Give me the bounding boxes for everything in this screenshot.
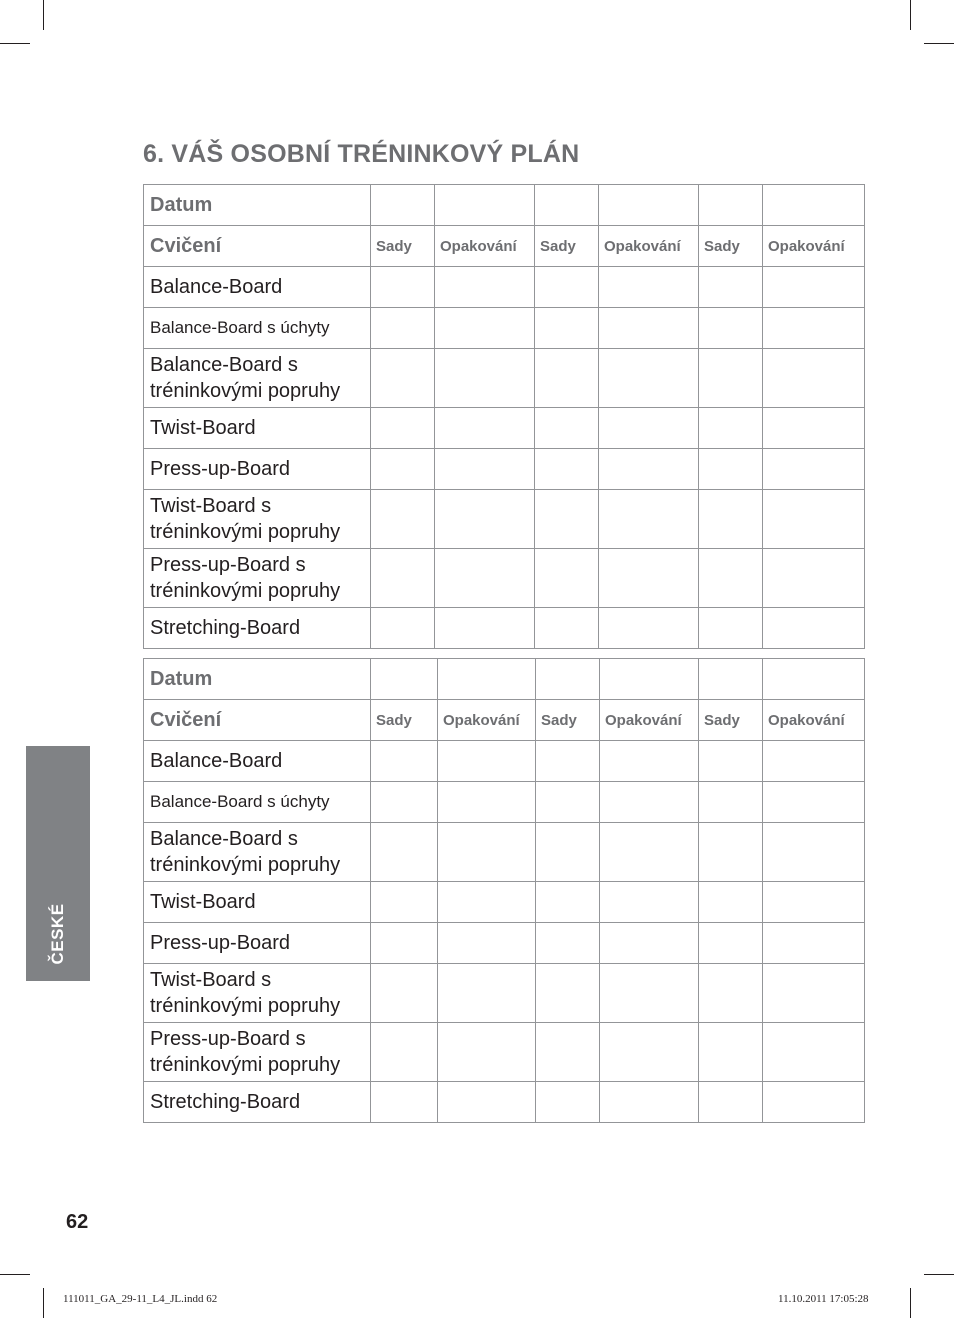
entry-cell[interactable] xyxy=(371,964,438,1023)
entry-cell[interactable] xyxy=(438,782,536,823)
entry-cell[interactable] xyxy=(763,308,865,349)
exercise-row xyxy=(144,549,865,608)
entry-cell[interactable] xyxy=(763,923,865,964)
entry-cell[interactable] xyxy=(599,308,699,349)
reps-header: Opakování xyxy=(763,226,865,267)
entry-cell[interactable] xyxy=(438,964,536,1023)
exercise-name: Balance-Board s tréninkovými popruhy xyxy=(144,823,371,882)
entry-cell[interactable] xyxy=(763,349,865,408)
exercise-name: Twist-Board xyxy=(144,408,371,449)
exercise-row xyxy=(144,882,865,923)
entry-cell[interactable] xyxy=(435,408,535,449)
entry-cell[interactable] xyxy=(699,308,763,349)
entry-cell[interactable] xyxy=(536,923,600,964)
date-cell[interactable] xyxy=(535,185,599,226)
entry-cell[interactable] xyxy=(371,449,435,490)
exercise-row xyxy=(144,923,865,964)
exercise-name: Press-up-Board xyxy=(144,923,371,964)
crop-mark xyxy=(0,1274,30,1275)
entry-cell[interactable] xyxy=(699,349,763,408)
entry-cell[interactable] xyxy=(763,549,865,608)
exercise-name: Balance-Board xyxy=(144,741,371,782)
entry-cell[interactable] xyxy=(535,408,599,449)
sets-header: Sady xyxy=(371,226,435,267)
crop-mark xyxy=(43,1288,44,1318)
entry-cell[interactable] xyxy=(438,882,536,923)
entry-cell[interactable] xyxy=(763,1023,865,1082)
entry-cell[interactable] xyxy=(435,267,535,308)
entry-cell[interactable] xyxy=(763,490,865,549)
date-row xyxy=(144,659,865,700)
entry-cell[interactable] xyxy=(600,823,699,882)
entry-cell[interactable] xyxy=(763,823,865,882)
exercise-row xyxy=(144,608,865,649)
entry-cell[interactable] xyxy=(371,882,438,923)
exercise-row xyxy=(144,349,865,408)
entry-cell[interactable] xyxy=(763,408,865,449)
entry-cell[interactable] xyxy=(599,267,699,308)
reps-header: Opakování xyxy=(763,700,865,741)
date-cell[interactable] xyxy=(600,659,699,700)
crop-mark xyxy=(0,43,30,44)
date-cell[interactable] xyxy=(599,185,699,226)
exercise-row xyxy=(144,741,865,782)
exercise-row xyxy=(144,782,865,823)
exercise-row xyxy=(144,823,865,882)
date-cell[interactable] xyxy=(438,659,536,700)
entry-cell[interactable] xyxy=(699,923,763,964)
crop-mark xyxy=(924,43,954,44)
entry-cell[interactable] xyxy=(435,549,535,608)
entry-cell[interactable] xyxy=(535,308,599,349)
crop-mark xyxy=(910,1288,911,1318)
entry-cell[interactable] xyxy=(699,782,763,823)
entry-cell[interactable] xyxy=(763,882,865,923)
reps-header: Opakování xyxy=(599,226,699,267)
entry-cell[interactable] xyxy=(763,449,865,490)
entry-cell[interactable] xyxy=(599,608,699,649)
entry-cell[interactable] xyxy=(763,267,865,308)
entry-cell[interactable] xyxy=(763,1082,865,1123)
entry-cell[interactable] xyxy=(371,267,435,308)
exercise-row xyxy=(144,449,865,490)
entry-cell[interactable] xyxy=(699,549,763,608)
date-cell[interactable] xyxy=(699,659,763,700)
page-title: 6. VÁŠ OSOBNÍ TRÉNINKOVÝ PLÁN xyxy=(143,140,580,168)
entry-cell[interactable] xyxy=(435,608,535,649)
sets-header: Sady xyxy=(371,700,438,741)
entry-cell[interactable] xyxy=(371,823,438,882)
entry-cell[interactable] xyxy=(536,1082,600,1123)
page-number: 62 xyxy=(66,1211,89,1233)
entry-cell[interactable] xyxy=(536,741,600,782)
entry-cell[interactable] xyxy=(435,449,535,490)
crop-mark xyxy=(910,0,911,30)
date-cell[interactable] xyxy=(763,185,865,226)
entry-cell[interactable] xyxy=(536,882,600,923)
entry-cell[interactable] xyxy=(371,923,438,964)
crop-mark xyxy=(924,1274,954,1275)
entry-cell[interactable] xyxy=(371,490,435,549)
exercise-row xyxy=(144,1082,865,1123)
exercise-name: Twist-Board xyxy=(144,882,371,923)
exercise-name: Balance-Board s úchyty xyxy=(144,308,371,349)
exercise-name: Balance-Board s úchyty xyxy=(144,782,371,823)
training-plan-table xyxy=(143,184,865,649)
exercise-row xyxy=(144,964,865,1023)
sets-header: Sady xyxy=(699,226,763,267)
reps-header: Opakování xyxy=(435,226,535,267)
entry-cell[interactable] xyxy=(600,1082,699,1123)
entry-cell[interactable] xyxy=(599,490,699,549)
entry-cell[interactable] xyxy=(600,741,699,782)
entry-cell[interactable] xyxy=(699,823,763,882)
date-cell[interactable] xyxy=(699,185,763,226)
exercise-name: Press-up-Board xyxy=(144,449,371,490)
entry-cell[interactable] xyxy=(371,782,438,823)
entry-cell[interactable] xyxy=(599,349,699,408)
exercise-name: Press-up-Board s tréninkovými popruhy xyxy=(144,549,371,608)
entry-cell[interactable] xyxy=(435,349,535,408)
entry-cell[interactable] xyxy=(371,608,435,649)
language-tab-label: ČESKÉ xyxy=(48,903,67,965)
entry-cell[interactable] xyxy=(371,549,435,608)
entry-cell[interactable] xyxy=(600,923,699,964)
entry-cell[interactable] xyxy=(600,1023,699,1082)
exercise-name: Twist-Board s tréninkovými popruhy xyxy=(144,964,371,1023)
entry-cell[interactable] xyxy=(599,408,699,449)
sets-header: Sady xyxy=(699,700,763,741)
date-cell[interactable] xyxy=(371,185,435,226)
entry-cell[interactable] xyxy=(438,741,536,782)
crop-mark xyxy=(43,0,44,30)
entry-cell[interactable] xyxy=(699,267,763,308)
entry-cell[interactable] xyxy=(699,490,763,549)
exercise-header-row xyxy=(144,700,865,741)
exercise-name: Press-up-Board s tréninkovými popruhy xyxy=(144,1023,371,1082)
exercise-name: Stretching-Board xyxy=(144,1082,371,1123)
exercise-name: Stretching-Board xyxy=(144,608,371,649)
entry-cell[interactable] xyxy=(699,449,763,490)
entry-cell[interactable] xyxy=(438,823,536,882)
date-header: Datum xyxy=(144,659,371,700)
entry-cell[interactable] xyxy=(599,449,699,490)
entry-cell[interactable] xyxy=(535,490,599,549)
exercise-name: Balance-Board xyxy=(144,267,371,308)
entry-cell[interactable] xyxy=(536,964,600,1023)
entry-cell[interactable] xyxy=(763,964,865,1023)
sets-header: Sady xyxy=(535,226,599,267)
entry-cell[interactable] xyxy=(535,449,599,490)
exercise-row xyxy=(144,308,865,349)
sets-header: Sady xyxy=(536,700,600,741)
entry-cell[interactable] xyxy=(371,308,435,349)
date-cell[interactable] xyxy=(371,659,438,700)
entry-cell[interactable] xyxy=(536,782,600,823)
print-slug-right: 11.10.2011 17:05:28 xyxy=(778,1293,869,1305)
entry-cell[interactable] xyxy=(536,1023,600,1082)
entry-cell[interactable] xyxy=(435,308,535,349)
entry-cell[interactable] xyxy=(371,408,435,449)
exercise-row xyxy=(144,408,865,449)
date-cell[interactable] xyxy=(435,185,535,226)
entry-cell[interactable] xyxy=(699,741,763,782)
exercise-header: Cvičení xyxy=(144,700,371,741)
print-slug-left: 111011_GA_29-11_L4_JL.indd 62 xyxy=(63,1293,218,1305)
exercise-row xyxy=(144,490,865,549)
exercise-row xyxy=(144,1023,865,1082)
entry-cell[interactable] xyxy=(535,549,599,608)
entry-cell[interactable] xyxy=(699,408,763,449)
entry-cell[interactable] xyxy=(371,349,435,408)
entry-cell[interactable] xyxy=(371,1082,438,1123)
entry-cell[interactable] xyxy=(599,549,699,608)
reps-header: Opakování xyxy=(438,700,536,741)
entry-cell[interactable] xyxy=(438,1023,536,1082)
entry-cell[interactable] xyxy=(535,349,599,408)
entry-cell[interactable] xyxy=(535,267,599,308)
reps-header: Opakování xyxy=(600,700,699,741)
entry-cell[interactable] xyxy=(438,923,536,964)
entry-cell[interactable] xyxy=(600,964,699,1023)
entry-cell[interactable] xyxy=(600,882,699,923)
entry-cell[interactable] xyxy=(371,741,438,782)
date-cell[interactable] xyxy=(536,659,600,700)
entry-cell[interactable] xyxy=(438,1082,536,1123)
date-cell[interactable] xyxy=(763,659,865,700)
date-header: Datum xyxy=(144,185,371,226)
entry-cell[interactable] xyxy=(536,823,600,882)
date-row xyxy=(144,185,865,226)
entry-cell[interactable] xyxy=(763,782,865,823)
entry-cell[interactable] xyxy=(535,608,599,649)
entry-cell[interactable] xyxy=(699,608,763,649)
exercise-name: Twist-Board s tréninkovými popruhy xyxy=(144,490,371,549)
entry-cell[interactable] xyxy=(699,882,763,923)
entry-cell[interactable] xyxy=(763,741,865,782)
entry-cell[interactable] xyxy=(699,964,763,1023)
entry-cell[interactable] xyxy=(600,782,699,823)
entry-cell[interactable] xyxy=(699,1082,763,1123)
entry-cell[interactable] xyxy=(763,608,865,649)
exercise-header: Cvičení xyxy=(144,226,371,267)
entry-cell[interactable] xyxy=(435,490,535,549)
entry-cell[interactable] xyxy=(371,1023,438,1082)
entry-cell[interactable] xyxy=(699,1023,763,1082)
exercise-header-row xyxy=(144,226,865,267)
exercise-name: Balance-Board s tréninkovými popruhy xyxy=(144,349,371,408)
training-plan-table xyxy=(143,658,865,1123)
exercise-row xyxy=(144,267,865,308)
